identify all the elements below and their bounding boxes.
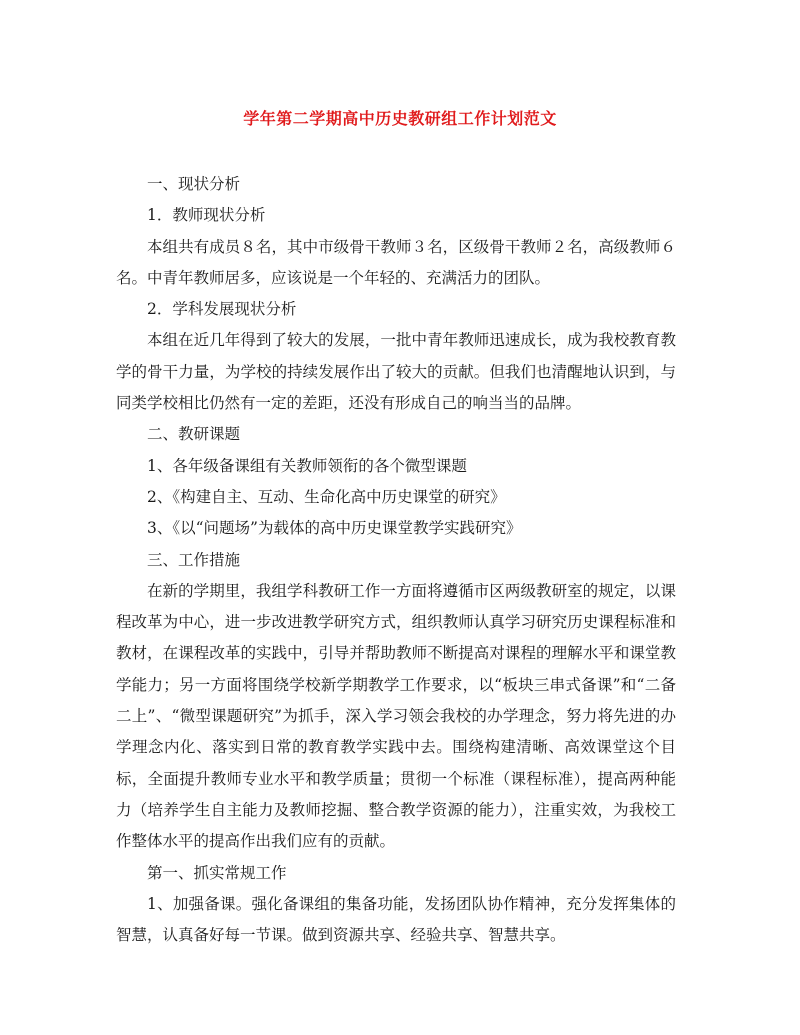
paragraph-subject-development: 本组在近几年得到了较大的发展，一批中青年教师迅速成长，成为我校教育教学的骨干力量，为学校的持续发展作出了较大的贡献。但我们也清醒地认识到，与同类学校相比仍然有一定的差距，还没有形成自己的响当当的品牌。 — [116, 331, 676, 413]
subheading-subject-development: 2．学科发展现状分析 — [147, 300, 297, 319]
subheading-routine-work: 第一、抓实常规工作 — [147, 863, 287, 882]
paragraph-lesson-preparation: 1、加强备课。强化备课组的集备功能，发扬团队协作精神，充分发挥集体的智慧，认真备好每一节课。做到资源共享、经验共享、智慧共享。 — [116, 894, 676, 945]
document-title: 学年第二学期高中历史教研组工作计划范文 — [243, 109, 557, 128]
section-heading-research-topics: 二、教研课题 — [147, 425, 241, 444]
research-topic-item-3: 3、《以“问题场”为载体的高中历史课堂教学实践研究》 — [147, 519, 522, 538]
paragraph-work-measures: 在新的学期里，我组学科教研工作一方面将遵循市区两级教研室的规定，以课程改革为中心，进一步改进教学研究方式，组织教师认真学习研究历史课程标准和教材，在课程改革的实践中，引导并帮助教师不断提高对课程的理解水平和课堂教学能力；另一方面将围绕学校新学期教学工作要求，以“板块三串式备课”和“二备二上”、“微型课题研究”为抓手，深入学习领会我校的办学理念，努力将先进的办学理念内化、落实到日常的教育教学实践中去。围绕构建清晰、高效课堂这个目标，全面提升教师专业水平和教学质量；贯彻一个标准（课程标准），提高两种能力（培养学生自主能力及教师挖掘、整合教学资源的能力），注重实效，为我校工作整体水平的提高作出我们应有的贡献。 — [116, 581, 676, 851]
research-topic-item-2: 2、《构建自主、互动、生命化高中历史课堂的研究》 — [147, 487, 506, 506]
section-heading-work-measures: 三、工作措施 — [147, 550, 241, 569]
subheading-teacher-status: 1．教师现状分析 — [147, 206, 266, 225]
paragraph-teacher-status: 本组共有成员８名，其中市级骨干教师３名，区级骨干教师２名，高级教师６名。中青年教师居多，应该说是一个年轻的、充满活力的团队。 — [116, 237, 676, 287]
section-heading-status-analysis: 一、现状分析 — [147, 175, 241, 193]
research-topic-item-1: 1、各年级备课组有关教师领衔的各个微型课题 — [147, 456, 467, 475]
document-body — [116, 169, 676, 951]
